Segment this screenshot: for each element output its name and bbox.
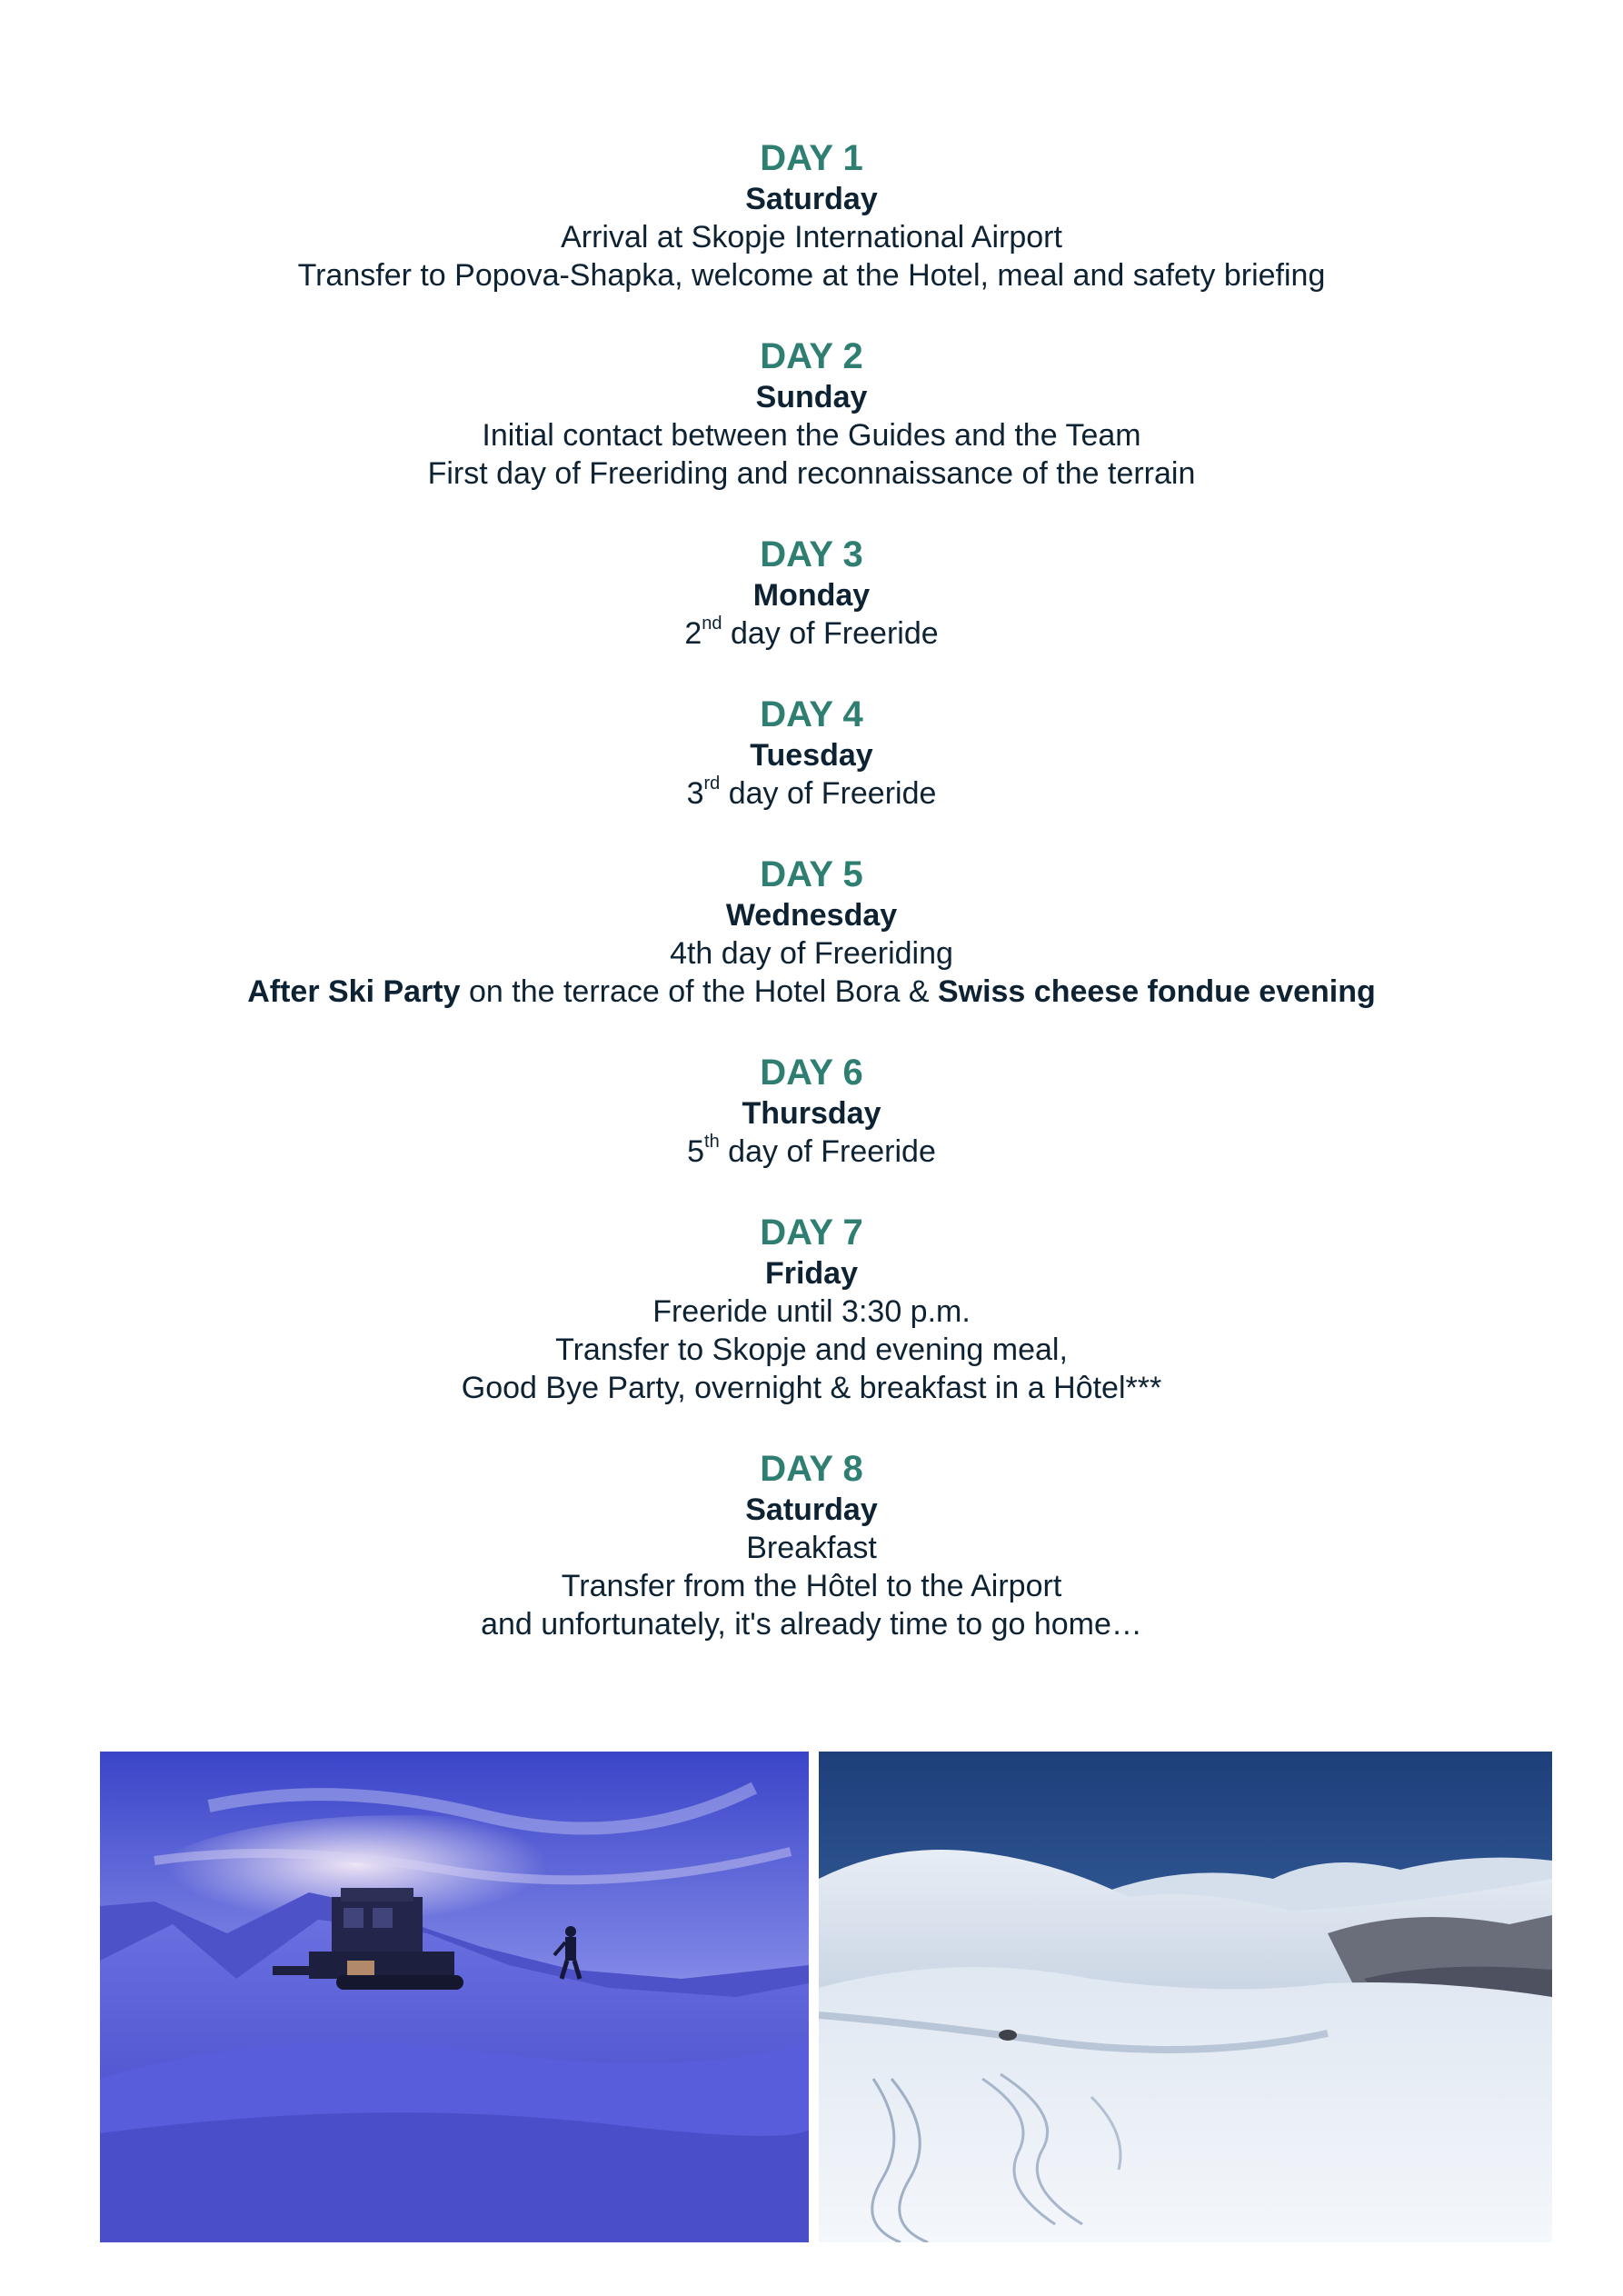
day-title: DAY 4 <box>760 694 863 734</box>
ordinal-number: 3 <box>686 776 704 811</box>
day-weekday: Friday <box>764 1256 859 1291</box>
snowcat-dusk-illustration <box>100 1752 809 2242</box>
day-4 <box>0 693 1623 813</box>
ordinal-suffix: th <box>704 1131 720 1152</box>
day-5 <box>0 853 1623 1011</box>
ordinal-suffix: rd <box>703 773 721 794</box>
day-description-line: Freeride until 3:30 p.m. <box>652 1294 971 1329</box>
day-6 <box>0 1051 1623 1171</box>
after-ski-party-highlight: After Ski Party <box>247 974 461 1009</box>
day-description-line <box>0 973 1623 1011</box>
day-description-line: Transfer from the Hôtel to the Airport <box>561 1569 1062 1603</box>
day-weekday: Thursday <box>742 1096 881 1131</box>
ordinal-number: 5 <box>687 1134 705 1169</box>
day-description-line: 4th day of Freeriding <box>670 936 953 971</box>
day-title: DAY 2 <box>760 336 863 376</box>
day-weekday: Tuesday <box>750 738 873 773</box>
terrace-text: on the terrace of the Hotel Bora & <box>460 974 938 1009</box>
day-description-line: Transfer to Skopje and evening meal, <box>555 1333 1068 1367</box>
day-weekday: Saturday <box>745 182 878 216</box>
fondue-evening-highlight: Swiss cheese fondue evening <box>937 974 1376 1009</box>
day-weekday: Wednesday <box>725 898 898 933</box>
day-title: DAY 1 <box>760 138 863 178</box>
day-description-line: Arrival at Skopje International Airport <box>561 220 1062 255</box>
day-weekday: Sunday <box>755 380 868 414</box>
day-description-line <box>0 614 1623 653</box>
ordinal-text: day of Freeride <box>719 1134 936 1169</box>
day-title: DAY 6 <box>760 1053 863 1093</box>
day-title: DAY 3 <box>760 534 863 574</box>
day-1 <box>0 136 1623 294</box>
day-description-line: and unfortunately, it's already time to go home… <box>481 1607 1142 1642</box>
snowcat-dusk-photo <box>100 1752 809 2242</box>
day-8 <box>0 1447 1623 1643</box>
day-weekday: Monday <box>752 578 871 613</box>
day-3 <box>0 533 1623 653</box>
day-description-line: First day of Freeriding and reconnaissance of the terrain <box>427 456 1196 491</box>
day-description-line: Transfer to Popova-Shapka, welcome at the Hotel, meal and safety briefing <box>297 258 1326 293</box>
day-7 <box>0 1211 1623 1407</box>
snowy-slopes-illustration <box>819 1752 1552 2242</box>
ordinal-suffix: nd <box>702 613 722 634</box>
day-description-line: Initial contact between the Guides and the Team <box>482 418 1141 453</box>
day-weekday: Saturday <box>745 1492 878 1527</box>
day-title: DAY 7 <box>760 1213 863 1253</box>
snowy-slopes-photo <box>819 1752 1552 2242</box>
ordinal-number: 2 <box>684 616 702 651</box>
itinerary <box>0 136 1623 1683</box>
ordinal-text: day of Freeride <box>722 616 939 651</box>
day-2 <box>0 334 1623 493</box>
day-description-line <box>0 774 1623 813</box>
day-description-line: Breakfast <box>746 1531 877 1565</box>
day-title: DAY 8 <box>760 1449 863 1489</box>
day-description-line <box>0 1133 1623 1171</box>
day-title: DAY 5 <box>760 854 863 894</box>
day-description-line: Good Bye Party, overnight & breakfast in a Hôtel*** <box>461 1371 1162 1405</box>
ordinal-text: day of Freeride <box>720 776 937 811</box>
